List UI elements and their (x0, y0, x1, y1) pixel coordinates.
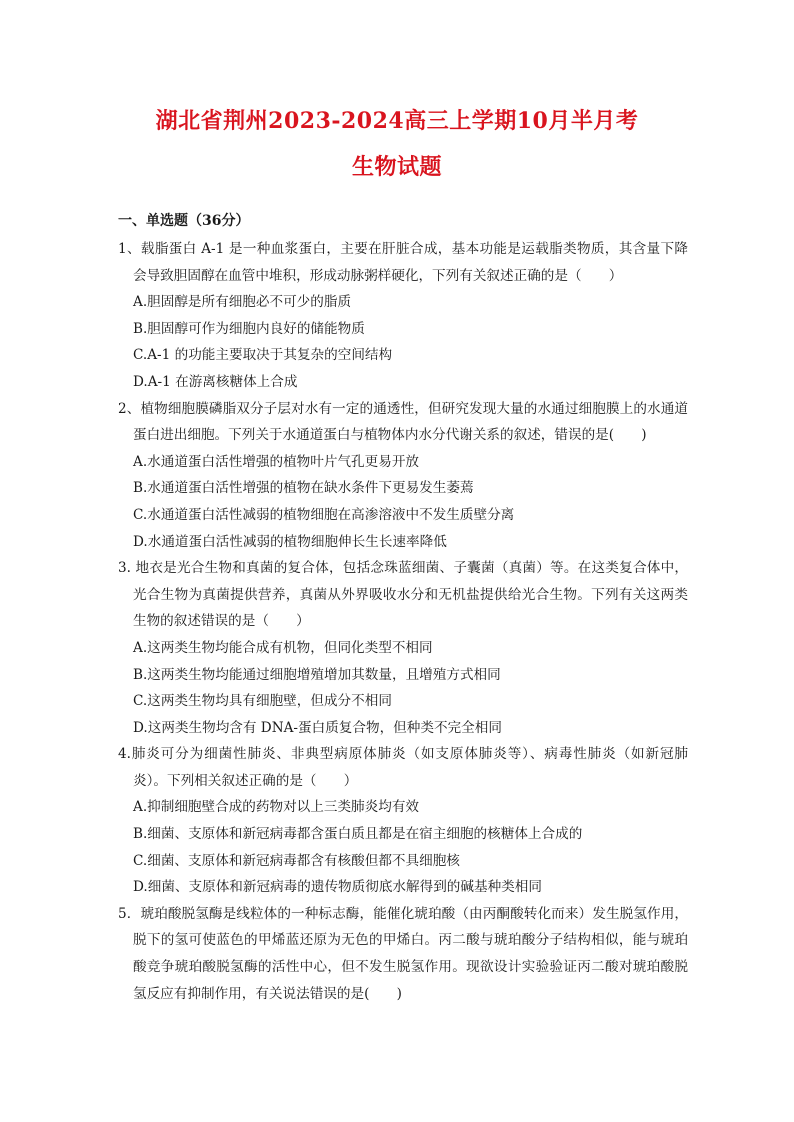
question-2 (118, 396, 688, 556)
page-subtitle: 生物试题 (351, 154, 442, 180)
option-b: B.水通道蛋白活性增强的植物在缺水条件下更易发生萎蔫 (133, 480, 474, 497)
option-c: C.细菌、支原体和新冠病毒都含有核酸但都不具细胞核 (133, 852, 460, 869)
question-5 (118, 901, 688, 1007)
option-c: C.水通道蛋白活性减弱的植物细胞在高渗溶液中不发生质壁分离 (133, 506, 515, 523)
question-stem: 3. 地衣是光合生物和真菌的复合体，包括念珠蓝细菌、子囊菌（真菌）等。在这类复合体中，光合生物为真菌提供营养，真菌从外界吸收水分和无机盐提供给光合生物。下列有关这两类生物的叙述错误的是（ ） (118, 560, 688, 630)
option-d: D.细菌、支原体和新冠病毒的遗传物质彻底水解得到的碱基种类相同 (133, 879, 542, 896)
option-a: A.这两类生物均能合成有机物，但同化类型不相同 (133, 639, 433, 656)
question-3 (118, 555, 688, 741)
option-c: C.A-1 的功能主要取决于其复杂的空间结构 (133, 347, 393, 364)
section-heading: 一、单选题（36分） (118, 213, 250, 229)
question-stem: 1、载脂蛋白 A-1 是一种血浆蛋白，主要在肝脏合成，基本功能是运载脂类物质，其含量下降会导致胆固醇在血管中堆积，形成动脉粥样硬化，下列有关叙述正确的是（ ） (118, 241, 688, 284)
option-d: D.水通道蛋白活性减弱的植物细胞伸长生长速率降低 (133, 533, 447, 550)
question-stem: 5．琥珀酸脱氢酶是线粒体的一种标志酶，能催化琥珀酸（由丙酮酸转化而来）发生脱氢作用，脱下的氢可使蓝色的甲烯蓝还原为无色的甲烯白。丙二酸与琥珀酸分子结构相似，能与琥珀酸竞争琥珀酸脱氢酶的活性中心，但不发生脱氢作用。现欲设计实验验证丙二酸对琥珀酸脱氢反应有抑制作用，有关说法错误的是( ) (118, 905, 688, 1002)
question-1 (118, 236, 688, 396)
page-title: 湖北省荆州2023-2024高三上学期10月半月考 (155, 108, 639, 134)
option-a: A.抑制细胞壁合成的药物对以上三类肺炎均有效 (133, 799, 420, 816)
question-4 (118, 741, 688, 901)
option-a: A.水通道蛋白活性增强的植物叶片气孔更易开放 (133, 453, 420, 470)
question-list (118, 236, 688, 1007)
question-stem: 2、植物细胞膜磷脂双分子层对水有一定的通透性，但研究发现大量的水通过细胞膜上的水通道蛋白进出细胞。下列关于水通道蛋白与植物体内水分代谢关系的叙述，错误的是( ) (118, 400, 688, 444)
option-b: B.这两类生物均能通过细胞增殖增加其数量，且增殖方式相同 (133, 666, 501, 683)
option-b: B.胆固醇可作为细胞内良好的储能物质 (133, 320, 365, 337)
option-d: D.A-1 在游离核糖体上合成 (133, 373, 298, 390)
option-d: D.这两类生物均含有 DNA-蛋白质复合物，但种类不完全相同 (133, 719, 502, 736)
option-b: B.细菌、支原体和新冠病毒都含蛋白质且都是在宿主细胞的核糖体上合成的 (133, 826, 583, 843)
option-a: A.胆固醇是所有细胞必不可少的脂质 (133, 294, 352, 311)
option-c: C.这两类生物均具有细胞壁，但成分不相同 (133, 693, 392, 710)
question-stem: 4.肺炎可分为细菌性肺炎、非典型病原体肺炎（如支原体肺炎等）、病毒性肺炎（如新冠肺炎）。下列相关叙述正确的是（ ） (118, 746, 688, 789)
